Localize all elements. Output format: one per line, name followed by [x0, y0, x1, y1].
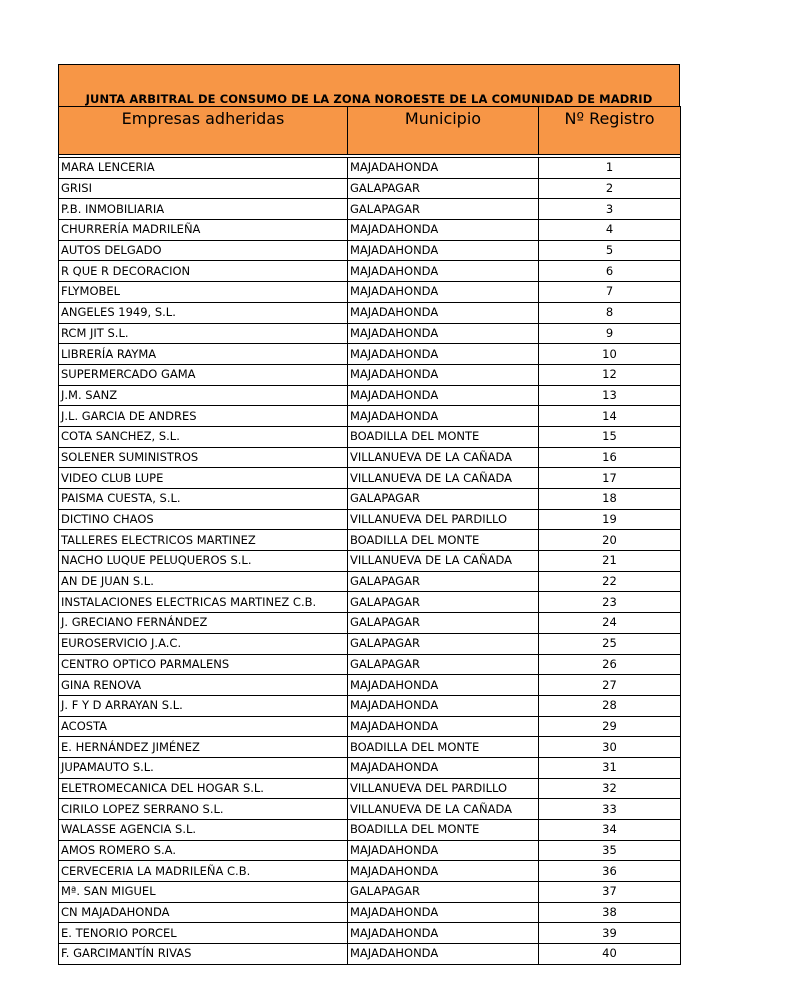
- cell-empresa: ACOSTA: [59, 716, 348, 737]
- header-row: [59, 107, 681, 155]
- cell-municipio: MAJADAHONDA: [348, 282, 539, 303]
- cell-empresa: J. F Y D ARRAYAN S.L.: [59, 695, 348, 716]
- table-row: [59, 840, 681, 861]
- cell-empresa: CHURRERÍA MADRILEÑA: [59, 220, 348, 241]
- page-title: JUNTA ARBITRAL DE CONSUMO DE LA ZONA NOROESTE DE LA COMUNIDAD DE MADRID: [85, 92, 653, 106]
- cell-municipio: GALAPAGAR: [348, 882, 539, 903]
- cell-registro: 38: [539, 902, 681, 923]
- cell-registro: 19: [539, 509, 681, 530]
- cell-registro: 1: [539, 158, 681, 179]
- cell-empresa: F. GARCIMANTÍN RIVAS: [59, 944, 348, 965]
- cell-empresa: GRISI: [59, 178, 348, 199]
- cell-registro: 12: [539, 364, 681, 385]
- cell-registro: 31: [539, 757, 681, 778]
- cell-municipio: VILLANUEVA DEL PARDILLO: [348, 778, 539, 799]
- companies-table: [58, 106, 681, 965]
- cell-municipio: MAJADAHONDA: [348, 220, 539, 241]
- cell-municipio: MAJADAHONDA: [348, 240, 539, 261]
- cell-municipio: MAJADAHONDA: [348, 757, 539, 778]
- cell-empresa: R QUE R DECORACION: [59, 261, 348, 282]
- cell-municipio: GALAPAGAR: [348, 633, 539, 654]
- cell-municipio: GALAPAGAR: [348, 654, 539, 675]
- cell-municipio: MAJADAHONDA: [348, 675, 539, 696]
- cell-municipio: VILLANUEVA DE LA CAÑADA: [348, 799, 539, 820]
- cell-registro: 4: [539, 220, 681, 241]
- cell-municipio: BOADILLA DEL MONTE: [348, 530, 539, 551]
- table-row: [59, 240, 681, 261]
- table-row: [59, 364, 681, 385]
- cell-municipio: VILLANUEVA DEL PARDILLO: [348, 509, 539, 530]
- cell-registro: 3: [539, 199, 681, 220]
- table-row: [59, 406, 681, 427]
- header-empresas: Empresas adheridas: [59, 107, 348, 155]
- cell-municipio: GALAPAGAR: [348, 489, 539, 510]
- title-banner: [58, 64, 680, 106]
- cell-municipio: MAJADAHONDA: [348, 923, 539, 944]
- table-row: [59, 199, 681, 220]
- cell-municipio: MAJADAHONDA: [348, 158, 539, 179]
- cell-empresa: SOLENER SUMINISTROS: [59, 447, 348, 468]
- cell-empresa: AN DE JUAN S.L.: [59, 571, 348, 592]
- cell-empresa: FLYMOBEL: [59, 282, 348, 303]
- table-row: [59, 530, 681, 551]
- cell-empresa: CN MAJADAHONDA: [59, 902, 348, 923]
- cell-registro: 21: [539, 551, 681, 572]
- cell-registro: 28: [539, 695, 681, 716]
- table-row: [59, 737, 681, 758]
- cell-municipio: MAJADAHONDA: [348, 716, 539, 737]
- cell-municipio: GALAPAGAR: [348, 178, 539, 199]
- cell-registro: 33: [539, 799, 681, 820]
- cell-municipio: MAJADAHONDA: [348, 902, 539, 923]
- cell-empresa: MARA LENCERIA: [59, 158, 348, 179]
- cell-registro: 15: [539, 426, 681, 447]
- cell-registro: 35: [539, 840, 681, 861]
- cell-registro: 9: [539, 323, 681, 344]
- cell-municipio: GALAPAGAR: [348, 571, 539, 592]
- cell-municipio: MAJADAHONDA: [348, 344, 539, 365]
- cell-registro: 32: [539, 778, 681, 799]
- cell-empresa: AMOS ROMERO S.A.: [59, 840, 348, 861]
- cell-municipio: VILLANUEVA DE LA CAÑADA: [348, 447, 539, 468]
- table-row: [59, 799, 681, 820]
- table-row: [59, 902, 681, 923]
- spreadsheet: [58, 64, 680, 965]
- cell-registro: 29: [539, 716, 681, 737]
- header-registro: Nº Registro: [539, 107, 681, 155]
- cell-municipio: GALAPAGAR: [348, 199, 539, 220]
- cell-municipio: MAJADAHONDA: [348, 302, 539, 323]
- cell-empresa: J.M. SANZ: [59, 385, 348, 406]
- table-row: [59, 385, 681, 406]
- cell-empresa: LIBRERÍA RAYMA: [59, 344, 348, 365]
- cell-empresa: EUROSERVICIO J.A.C.: [59, 633, 348, 654]
- cell-registro: 7: [539, 282, 681, 303]
- cell-municipio: BOADILLA DEL MONTE: [348, 820, 539, 841]
- cell-empresa: INSTALACIONES ELECTRICAS MARTINEZ C.B.: [59, 592, 348, 613]
- table-row: [59, 323, 681, 344]
- cell-registro: 34: [539, 820, 681, 841]
- table-row: [59, 633, 681, 654]
- cell-registro: 6: [539, 261, 681, 282]
- cell-empresa: Mª. SAN MIGUEL: [59, 882, 348, 903]
- cell-municipio: MAJADAHONDA: [348, 840, 539, 861]
- cell-empresa: ANGELES 1949, S.L.: [59, 302, 348, 323]
- cell-municipio: MAJADAHONDA: [348, 364, 539, 385]
- table-row: [59, 509, 681, 530]
- cell-registro: 24: [539, 613, 681, 634]
- cell-registro: 2: [539, 178, 681, 199]
- cell-registro: 36: [539, 861, 681, 882]
- cell-registro: 8: [539, 302, 681, 323]
- cell-empresa: WALASSE AGENCIA S.L.: [59, 820, 348, 841]
- table-row: [59, 757, 681, 778]
- cell-empresa: P.B. INMOBILIARIA: [59, 199, 348, 220]
- table-row: [59, 344, 681, 365]
- table-row: [59, 820, 681, 841]
- cell-registro: 25: [539, 633, 681, 654]
- cell-empresa: J. GRECIANO FERNÁNDEZ: [59, 613, 348, 634]
- cell-empresa: GINA RENOVA: [59, 675, 348, 696]
- cell-municipio: MAJADAHONDA: [348, 406, 539, 427]
- table-body: [59, 155, 681, 965]
- cell-empresa: TALLERES ELECTRICOS MARTINEZ: [59, 530, 348, 551]
- cell-empresa: CIRILO LOPEZ SERRANO S.L.: [59, 799, 348, 820]
- cell-empresa: NACHO LUQUE PELUQUEROS S.L.: [59, 551, 348, 572]
- cell-registro: 20: [539, 530, 681, 551]
- table-row: [59, 778, 681, 799]
- table-row: [59, 220, 681, 241]
- cell-registro: 26: [539, 654, 681, 675]
- cell-empresa: AUTOS DELGADO: [59, 240, 348, 261]
- cell-registro: 30: [539, 737, 681, 758]
- cell-empresa: J.L. GARCIA DE ANDRES: [59, 406, 348, 427]
- cell-empresa: CERVECERIA LA MADRILEÑA C.B.: [59, 861, 348, 882]
- cell-empresa: ELETROMECANICA DEL HOGAR S.L.: [59, 778, 348, 799]
- table-row: [59, 447, 681, 468]
- table-row: [59, 716, 681, 737]
- cell-municipio: BOADILLA DEL MONTE: [348, 426, 539, 447]
- cell-municipio: MAJADAHONDA: [348, 385, 539, 406]
- cell-registro: 27: [539, 675, 681, 696]
- cell-municipio: VILLANUEVA DE LA CAÑADA: [348, 551, 539, 572]
- table-row: [59, 861, 681, 882]
- cell-registro: 10: [539, 344, 681, 365]
- table-row: [59, 675, 681, 696]
- table-row: [59, 468, 681, 489]
- table-row: [59, 923, 681, 944]
- cell-registro: 39: [539, 923, 681, 944]
- cell-registro: 40: [539, 944, 681, 965]
- cell-municipio: GALAPAGAR: [348, 592, 539, 613]
- table-row: [59, 302, 681, 323]
- cell-registro: 23: [539, 592, 681, 613]
- cell-empresa: VIDEO CLUB LUPE: [59, 468, 348, 489]
- table-row: [59, 489, 681, 510]
- cell-municipio: GALAPAGAR: [348, 613, 539, 634]
- cell-empresa: JUPAMAUTO S.L.: [59, 757, 348, 778]
- table-row: [59, 261, 681, 282]
- header-municipio: Municipio: [348, 107, 539, 155]
- cell-registro: 18: [539, 489, 681, 510]
- cell-municipio: MAJADAHONDA: [348, 695, 539, 716]
- cell-municipio: MAJADAHONDA: [348, 323, 539, 344]
- cell-municipio: BOADILLA DEL MONTE: [348, 737, 539, 758]
- cell-empresa: DICTINO CHAOS: [59, 509, 348, 530]
- table-row: [59, 613, 681, 634]
- cell-municipio: MAJADAHONDA: [348, 261, 539, 282]
- cell-municipio: VILLANUEVA DE LA CAÑADA: [348, 468, 539, 489]
- cell-municipio: MAJADAHONDA: [348, 861, 539, 882]
- table-row: [59, 654, 681, 675]
- cell-empresa: PAISMA CUESTA, S.L.: [59, 489, 348, 510]
- cell-empresa: CENTRO OPTICO PARMALENS: [59, 654, 348, 675]
- table-row: [59, 571, 681, 592]
- cell-empresa: COTA SANCHEZ, S.L.: [59, 426, 348, 447]
- cell-registro: 5: [539, 240, 681, 261]
- cell-municipio: MAJADAHONDA: [348, 944, 539, 965]
- cell-registro: 16: [539, 447, 681, 468]
- cell-registro: 13: [539, 385, 681, 406]
- cell-registro: 37: [539, 882, 681, 903]
- table-row: [59, 178, 681, 199]
- cell-empresa: E. TENORIO PORCEL: [59, 923, 348, 944]
- table-row: [59, 695, 681, 716]
- cell-registro: 22: [539, 571, 681, 592]
- cell-empresa: RCM JIT S.L.: [59, 323, 348, 344]
- cell-empresa: E. HERNÁNDEZ JIMÉNEZ: [59, 737, 348, 758]
- table-row: [59, 551, 681, 572]
- table-row: [59, 426, 681, 447]
- cell-registro: 17: [539, 468, 681, 489]
- cell-registro: 14: [539, 406, 681, 427]
- cell-empresa: SUPERMERCADO GAMA: [59, 364, 348, 385]
- table-row: [59, 158, 681, 179]
- table-row: [59, 282, 681, 303]
- table-row: [59, 944, 681, 965]
- table-row: [59, 882, 681, 903]
- table-row: [59, 592, 681, 613]
